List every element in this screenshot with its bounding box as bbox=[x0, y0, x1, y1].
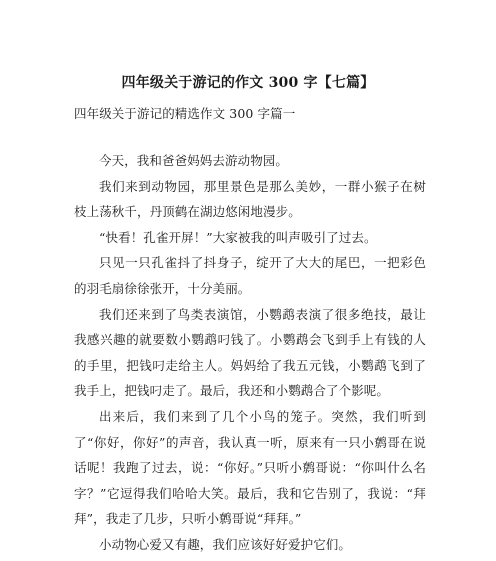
section-heading: 四年级关于游记的精选作文 300 字篇一 bbox=[74, 106, 296, 121]
paragraph: “快看！孔雀开屏！”大家被我的叫声吸引了过去。 bbox=[99, 229, 377, 245]
document-title: 四年级关于游记的作文 300 字【七篇】 bbox=[121, 75, 375, 91]
paragraph: 我们来到动物园，那里景色是那么美妙，一群小猴子在树枝上荡秋千，丹顶鹤在湖边悠闲地漫步。 bbox=[74, 178, 426, 220]
paragraph: 小动物心爱又有趣，我们应该好好爱护它们。 bbox=[99, 536, 352, 552]
paragraph: 只见一只孔雀抖了抖身子，绽开了大大的尾巴，一把彩色的羽毛扇徐徐张开，十分美丽。 bbox=[74, 255, 426, 296]
paragraph: 今天，我和爸爸妈妈去游动物园。 bbox=[99, 153, 289, 168]
paragraph: 我们还来到了鸟类表演馆，小鹦鹉表演了很多绝技，最让我感兴趣的就要数小鹦鹉叼钱了。小鹦鹉会飞到手上有钱的人的手里，把钱叼走给主人。妈妈给了我五元钱，小鹦鹉飞到了我手上，把钱叼走了。最后，我还和小鹦鹉合了个影呢。 bbox=[74, 306, 426, 399]
paragraph: 出来后，我们来到了几个小鸟的笼子。突然，我们听到了“你好，你好”的声音，我认真一听，原来有一只小鹩哥在说话呢！我跑了过去，说：“你好。”只听小鹩哥说：“你叫什么名字？”它逗得我们哈哈大笑。最后，我和它告别了，我说：“拜拜”，我走了几步，只听小鹩哥说“拜拜。” bbox=[74, 408, 426, 527]
essay-body bbox=[74, 148, 426, 558]
